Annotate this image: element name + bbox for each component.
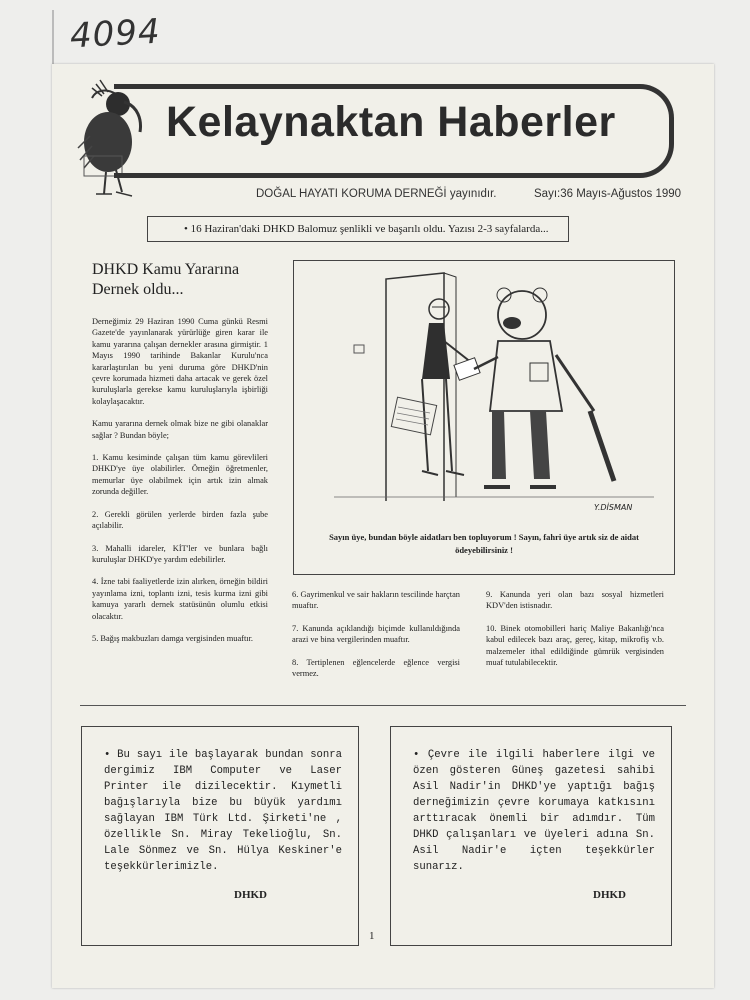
cartoon-caption: Sayın üye, bundan böyle aidatları ben topluyorum ! Sayın, fahri üye artık siz de aidat ödeyebilirsiniz ! <box>329 532 639 555</box>
notice-box: • 16 Haziran'daki DHKD Balomuz şenlikli ve başarılı oldu. Yazısı 2-3 sayfalarda... <box>147 216 569 242</box>
masthead-title: Kelaynaktan Haberler <box>166 98 616 146</box>
page-number: 1 <box>369 930 375 942</box>
article-headline <box>92 260 268 300</box>
list-item: 10. Binek otomobilleri hariç Maliye Bakanlığı'nca kabul edilecek bazı araç, gereç, kitap, mikrofiş v.b. malzemeler ithal edildiğinde gümrük vergisinden muaf tutulabilecektir. <box>486 623 664 668</box>
article-intro: Derneğimiz 29 Haziran 1990 Cuma günkü Resmi Gazete'de yayınlanarak yürürlüğe giren karar ile kamu yararına çalışan dernekler arasına girmiştir. 1 Mayıs 1990 tarihinde Bakanlar Kurulu'nca kararlaştırılan bu yeni duruma göre DHKD'nin çevre korumada hizmeti daha artacak ve gerek özel kuruluşlarla gerekse kamu kuruluşlarıyla işbirliği kolaylaşacaktır. <box>92 317 268 406</box>
thanks-box-ibm <box>81 726 359 946</box>
publisher-line: DOĞAL HAYATI KORUMA DERNEĞİ yayınıdır. <box>256 188 497 200</box>
article-column-left <box>92 260 268 655</box>
thanks-box-gunes <box>390 726 672 946</box>
section-divider <box>80 705 686 706</box>
list-item: 9. Kanunda yeri olan bazı sosyal hizmetleri KDV'den istisnadır. <box>486 590 664 611</box>
list-item: 2. Gerekli görülen yerlerde birden fazla şube açılabilir. <box>92 509 268 531</box>
list-item: 8. Tertiplenen eğlencelerde eğlence vergisi vermez. <box>292 657 460 679</box>
list-item: 7. Kanunda açıklandığı biçimde kullanıldığında arazi ve bina vergilerinden muaftır. <box>292 623 460 645</box>
article-column-middle <box>292 589 460 690</box>
list-item: 1. Kamu kesiminde çalışan tüm kamu görevlileri DHKD'ye üye olabilirler. Örneğin öğretmenler, memurlar üye olabilmek için artık izin almak zorunda değiller. <box>92 453 268 497</box>
box-signature: DHKD <box>593 889 626 901</box>
article-column-right <box>486 589 664 679</box>
cartoon-illustration <box>294 261 674 523</box>
list-item: 3. Mahalli idareler, KİT'ler ve bunlara bağlı kuruluşlar DHKD'ye yardım edebilirler. <box>92 543 268 564</box>
list-item: 5. Bağış makbuzları damga vergisinden muaftır. <box>92 633 254 643</box>
cartoonist-signature: Y.DİSMAN <box>594 503 633 512</box>
article-question: Kamu yararına dernek olmak bize ne gibi olanaklar sağlar ? Bundan böyle; <box>92 419 268 440</box>
issue-info: Sayı:36 Mayıs-Ağustos 1990 <box>534 188 682 200</box>
newsletter-page <box>52 64 714 988</box>
headline-line-1: DHKD Kamu Yararına <box>92 261 240 278</box>
handwritten-number: 4094 <box>69 11 162 57</box>
box-signature: DHKD <box>234 889 267 901</box>
thanks-text: • Çevre ile ilgili haberlere ilgi ve özen gösteren Güneş gazetesi sahibi Asil Nadir'in DHKD'ye yaptığı bağış derneğimizin çevre korumaya katkısını arttıracak önemli bir adımdır. Tüm DHKD çalışanları ve üyeleri adına Sn. Asil Nadir'e içten teşekkürler sunarız. <box>413 749 655 873</box>
cartoon-frame <box>293 260 675 575</box>
pencil-mark <box>52 10 54 70</box>
list-item: 6. Gayrimenkul ve sair hakların tescilinde harçtan muaftır. <box>292 590 460 611</box>
headline-line-2: Dernek oldu... <box>92 281 184 298</box>
list-item: 4. İzne tabi faaliyetlerde izin alırken, örneğin bildiri yayınlama izni, toplantı izni, tesis kurma izni gibi kamuya yararlı dernek statüsünün olumlu etkisi olacaktır. <box>92 577 268 621</box>
thanks-text: • Bu sayı ile başlayarak bundan sonra dergimiz IBM Computer ve Laser Printer ile dizilecektir. Kıymetli bağışlarıyla bize bu büyük yardımı sağlayan IBM Türk Ltd. Şirketi'ne , özellikle Sn. Miray Tekelioğlu, Sn. Lale Sönmez ve Sn. Hülya Keskiner'e teşekkürlerimizle. <box>104 749 342 873</box>
